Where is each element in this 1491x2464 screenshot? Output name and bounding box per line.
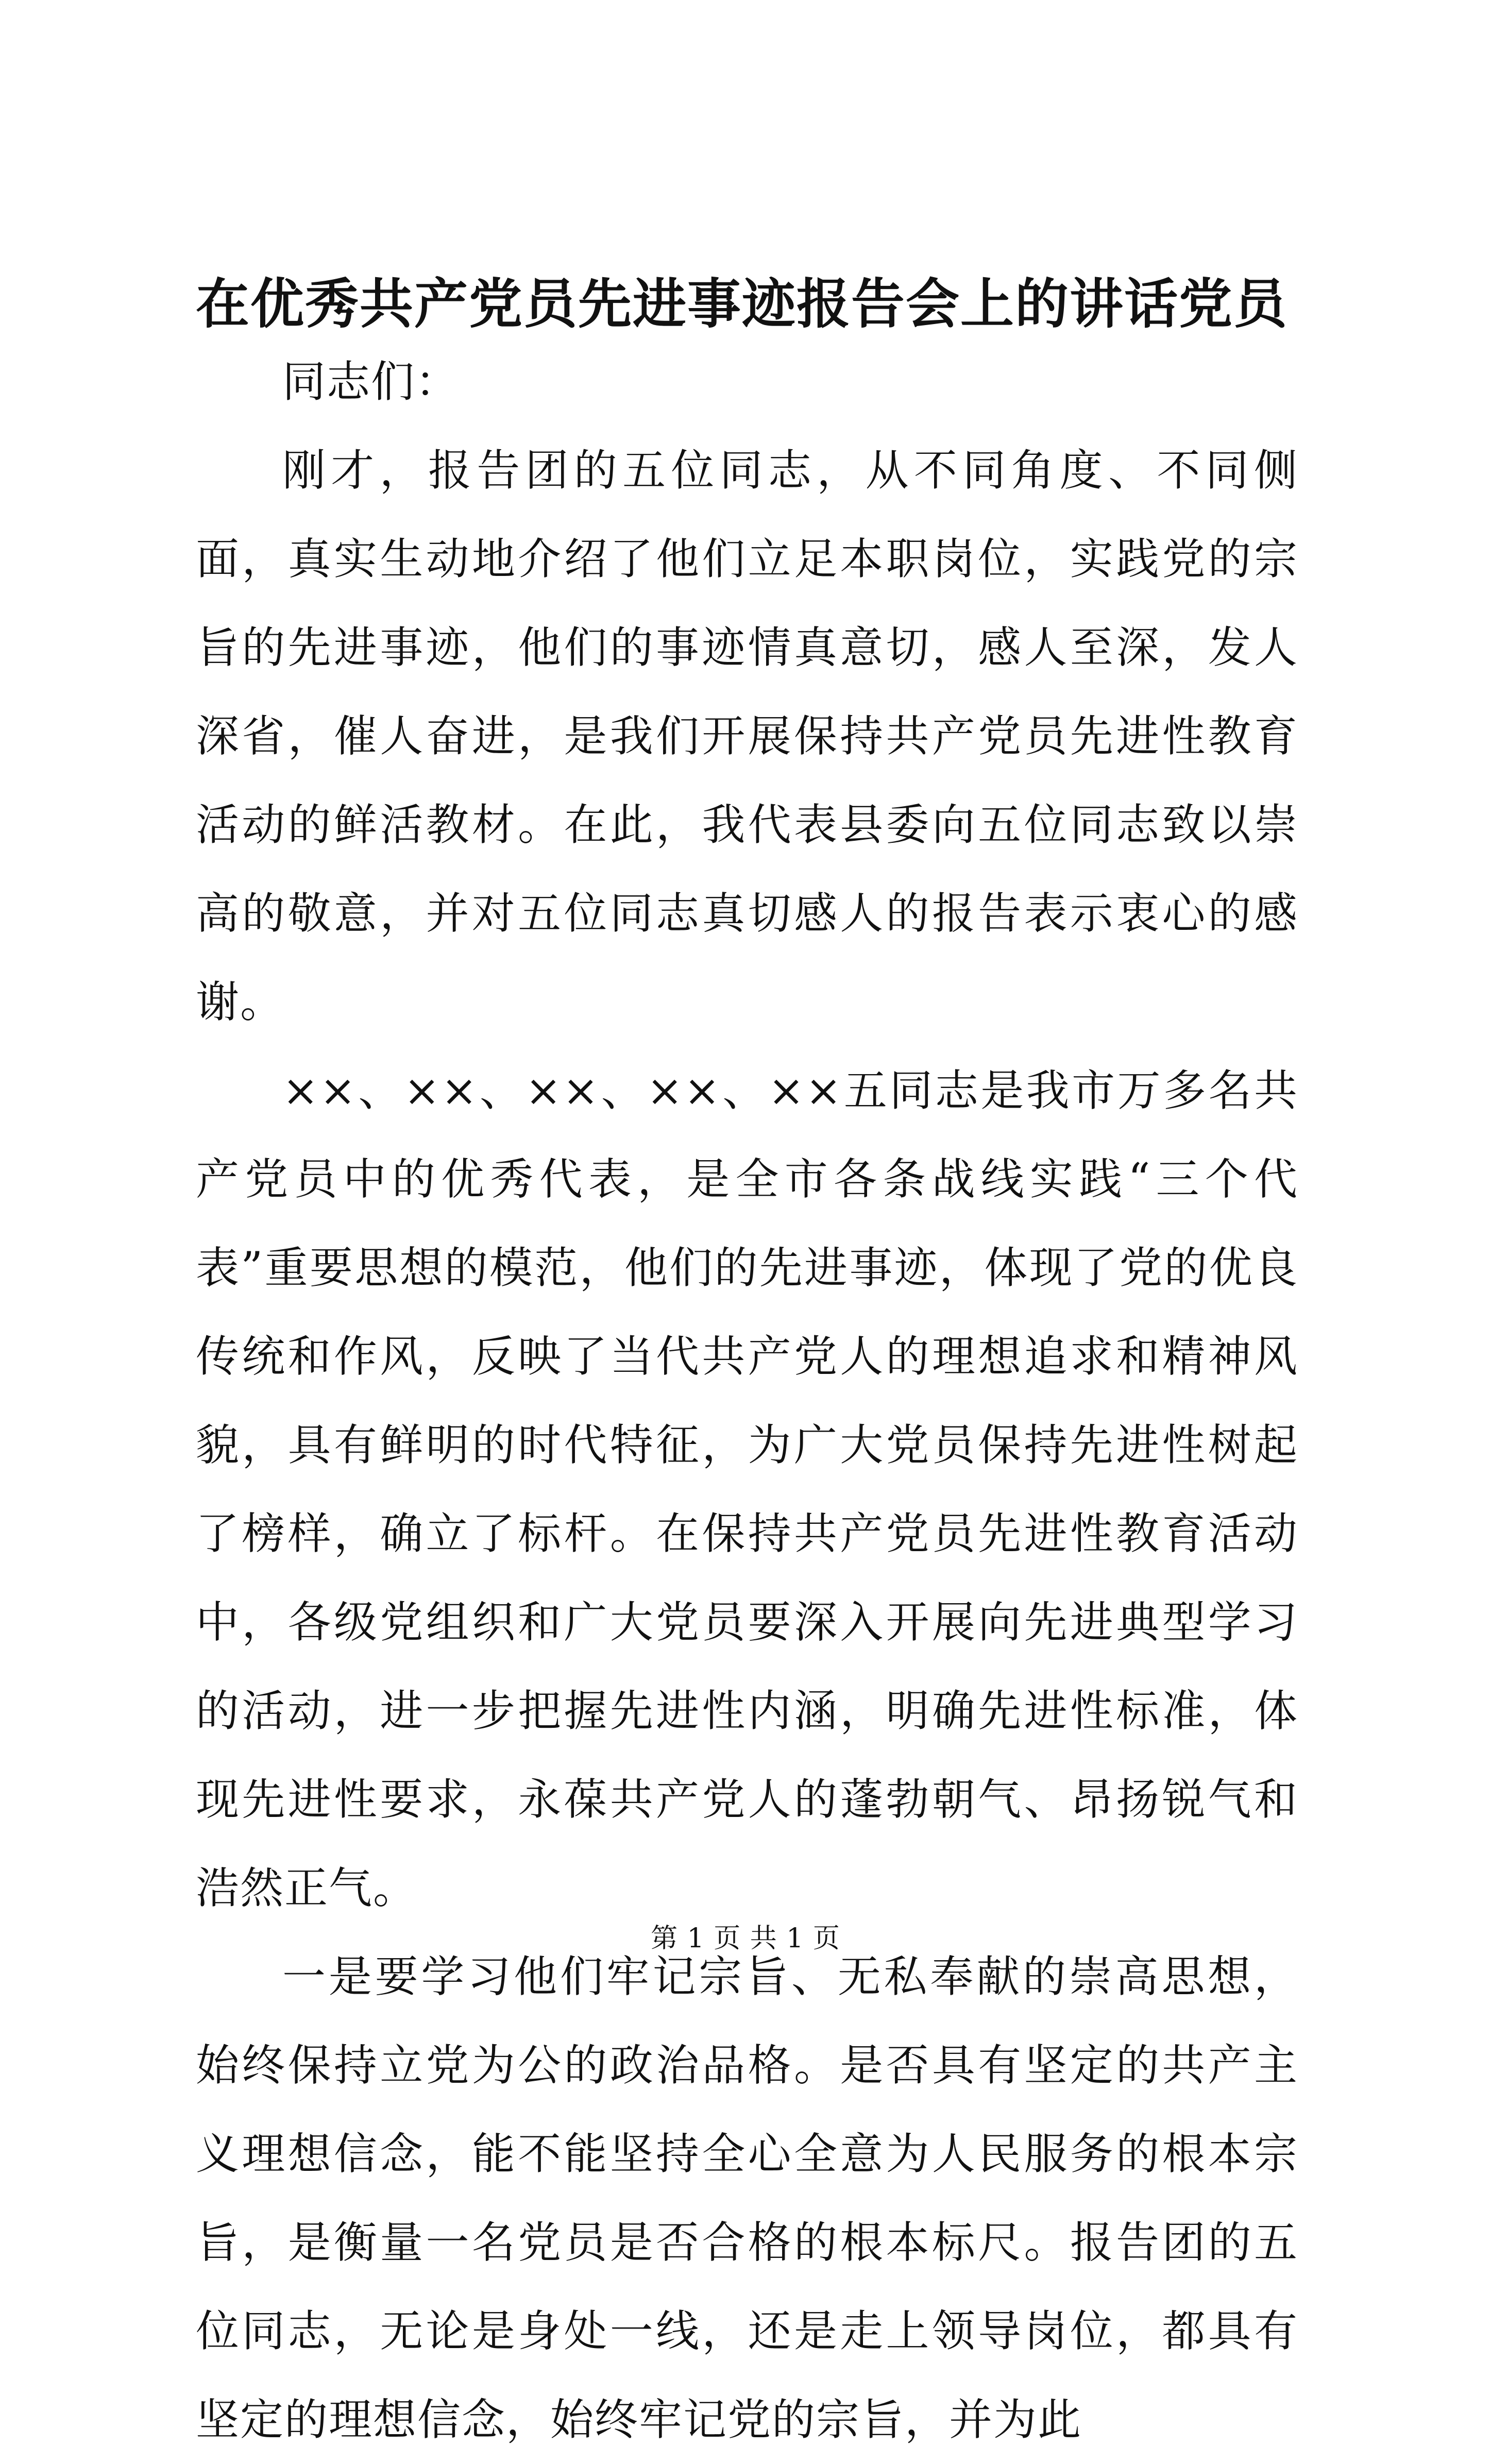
document-body — [196, 337, 1298, 2464]
document-title: 在优秀共产党员先进事迹报告会上的讲话党员 — [196, 272, 1289, 335]
body-paragraph: 一是要学习他们牢记宗旨、无私奉献的崇高思想，始终保持立党为公的政治品格。是否具有坚定的共产主义理想信念，能不能坚持全心全意为人民服务的根本宗旨，是衡量一名党员是否合格的根本标尺。报告团的五位同志，无论是身处一线，还是走上领导岗位，都具有坚定的理想信念，始终牢记党的宗旨，并为此 — [196, 1951, 1298, 2445]
body-paragraph: ××、××、××、××、××五同志是我市万多名共产党员中的优秀代表，是全市各条战线实践“三个代表”重要思想的模范，他们的先进事迹，体现了党的优良传统和作风，反映了当代共产党人的理想追求和精神风貌，具有鲜明的时代特征，为广大党员保持先进性树起了榜样，确立了标杆。在保持共产党员先进性教育活动中，各级党组织和广大党员要深入开展向先进典型学习的活动，进一步把握先进性内涵，明确先进性标准，体现先进性要求，永葆共产党人的蓬勃朝气、昂扬锐气和浩然正气。 — [196, 1065, 1298, 1913]
salutation-paragraph: 同志们： — [282, 356, 460, 407]
page-footer: 第 1 页 共 1 页 — [651, 1923, 840, 1954]
body-paragraph: 刚才，报告团的五位同志，从不同角度、不同侧面，真实生动地介绍了他们立足本职岗位，实践党的宗旨的先进事迹，他们的事迹情真意切，感人至深，发人深省，催人奋进，是我们开展保持共产党员先进性教育活动的鲜活教材。在此，我代表县委向五位同志致以崇高的敬意，并对五位同志真切感人的报告表示衷心的感谢。 — [196, 445, 1298, 1027]
